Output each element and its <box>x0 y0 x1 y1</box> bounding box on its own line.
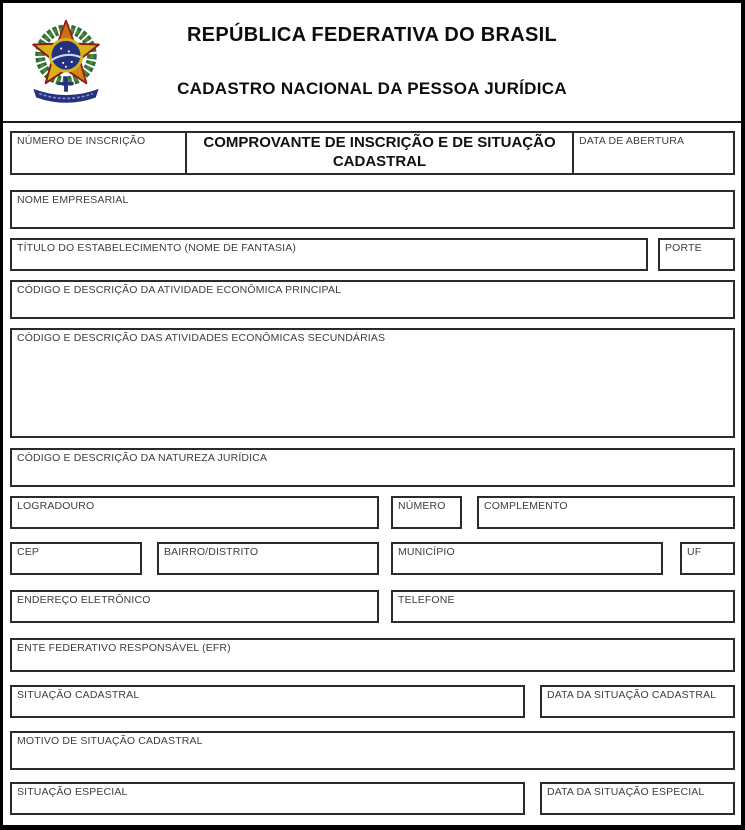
field-label: TELEFONE <box>398 594 455 606</box>
field-label: ENDEREÇO ELETRÔNICO <box>17 594 151 606</box>
field-label: LOGRADOURO <box>17 500 95 512</box>
field-motivo-situacao-cadastral <box>10 731 735 770</box>
field-label: DATA DE ABERTURA <box>579 135 685 147</box>
field-atividades-economicas-secundarias <box>10 328 735 438</box>
cnpj-subtitle: CADASTRO NACIONAL DA PESSOA JURÍDICA <box>177 79 567 98</box>
document-title: COMPROVANTE DE INSCRIÇÃO E DE SITUAÇÃO CADASTRAL <box>187 133 574 173</box>
field-label: CÓDIGO E DESCRIÇÃO DA ATIVIDADE ECONÔMICA PRINCIPAL <box>17 284 342 296</box>
field-porte <box>658 238 735 271</box>
field-endereco-eletronico <box>10 590 379 623</box>
field-atividade-economica-principal <box>10 280 735 319</box>
field-label: UF <box>687 546 702 558</box>
field-data-de-abertura <box>574 133 733 173</box>
field-situacao-especial <box>10 782 525 815</box>
field-label: TÍTULO DO ESTABELECIMENTO (NOME DE FANTASIA) <box>17 242 297 254</box>
field-label: PORTE <box>665 242 702 254</box>
field-ente-federativo-responsavel <box>10 638 735 672</box>
field-telefone <box>391 590 735 623</box>
field-uf <box>680 542 735 575</box>
field-label: CÓDIGO E DESCRIÇÃO DA NATUREZA JURÍDICA <box>17 452 268 464</box>
inscription-header-box <box>10 131 735 175</box>
field-label: NÚMERO DE INSCRIÇÃO <box>17 135 146 147</box>
field-label: MOTIVO DE SITUAÇÃO CADASTRAL <box>17 735 203 747</box>
field-label: CÓDIGO E DESCRIÇÃO DAS ATIVIDADES ECONÔMICAS SECUNDÁRIAS <box>17 332 386 344</box>
field-data-situacao-especial <box>540 782 735 815</box>
field-titulo-do-estabelecimento <box>10 238 648 271</box>
field-label: COMPLEMENTO <box>484 500 568 512</box>
field-label: NOME EMPRESARIAL <box>17 194 129 206</box>
field-label: SITUAÇÃO ESPECIAL <box>17 786 128 798</box>
field-label: BAIRRO/DISTRITO <box>164 546 259 558</box>
field-situacao-cadastral <box>10 685 525 718</box>
field-natureza-juridica <box>10 448 735 487</box>
field-municipio <box>391 542 663 575</box>
field-numero-de-inscricao <box>12 133 187 173</box>
field-cep <box>10 542 142 575</box>
field-label: NÚMERO <box>398 500 446 512</box>
field-label: DATA DA SITUAÇÃO ESPECIAL <box>547 786 705 798</box>
field-data-situacao-cadastral <box>540 685 735 718</box>
field-label: MUNICÍPIO <box>398 546 455 558</box>
field-label: DATA DA SITUAÇÃO CADASTRAL <box>547 689 717 701</box>
field-nome-empresarial <box>10 190 735 229</box>
field-label: ENTE FEDERATIVO RESPONSÁVEL (EFR) <box>17 642 231 654</box>
field-complemento <box>477 496 735 529</box>
field-label: SITUAÇÃO CADASTRAL <box>17 689 140 701</box>
field-numero <box>391 496 462 529</box>
field-label: CEP <box>17 546 40 558</box>
field-bairro-distrito <box>157 542 379 575</box>
field-logradouro <box>10 496 379 529</box>
republic-title: REPÚBLICA FEDERATIVA DO BRASIL <box>186 24 558 46</box>
header-divider <box>3 121 741 123</box>
